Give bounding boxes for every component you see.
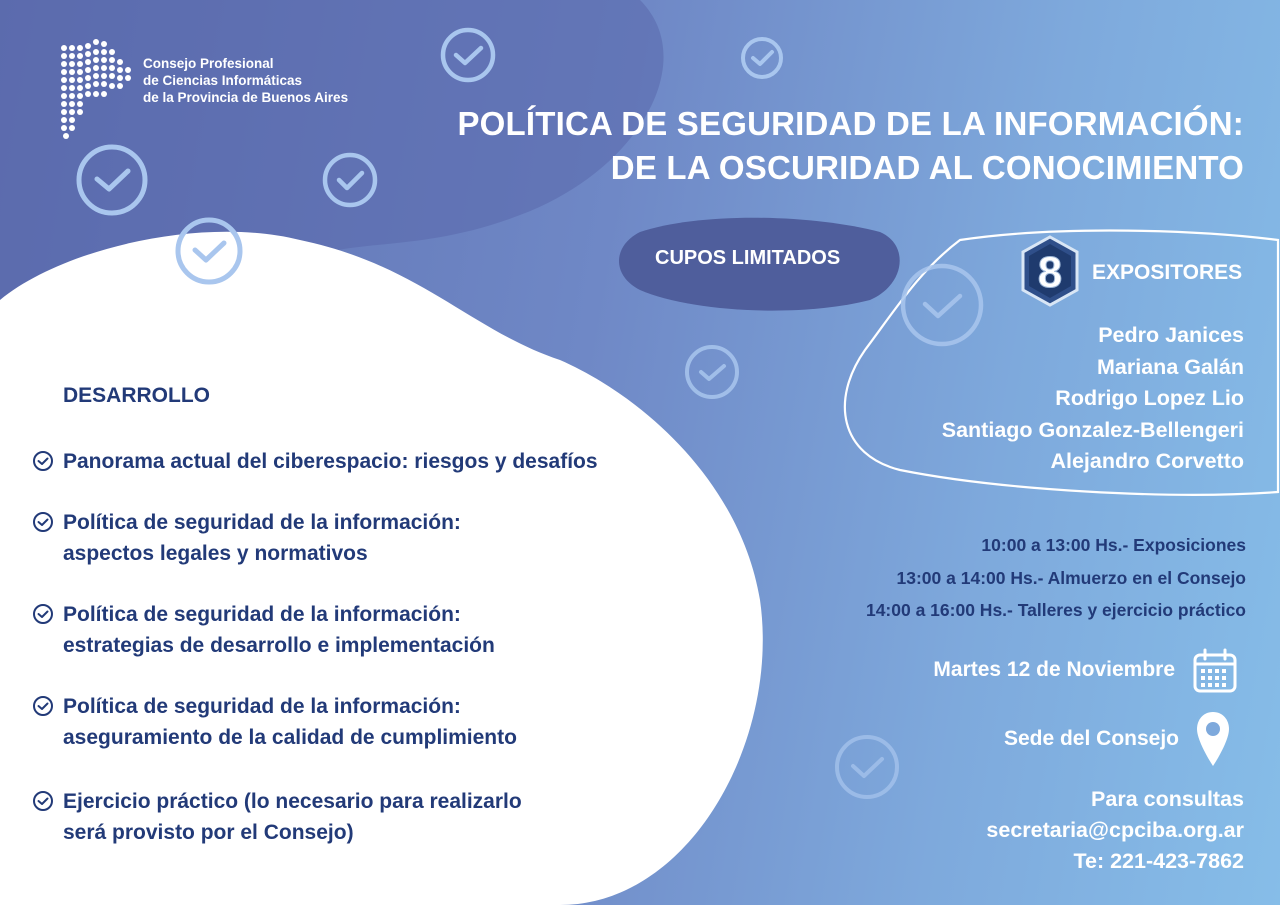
organization-line: de Ciencias Informáticas [143,73,303,88]
schedule [866,529,1246,627]
clock-check-icon [743,39,781,77]
calendar-icon [1192,648,1238,694]
item-line: aspectos legales y normativos [63,541,368,565]
location-pin-icon [1195,710,1231,768]
speaker-name: Rodrigo Lopez Lio [1055,386,1244,410]
development-heading: DESARROLLO [63,384,210,407]
development-item [63,600,495,661]
contact-label: Para consultas [1091,787,1244,811]
item-line: Política de seguridad de la información: [63,511,461,534]
clock-check-icon [32,603,54,625]
development-item [63,508,461,569]
organization-line: Consejo Profesional [143,56,274,71]
development-item [63,447,598,478]
contact-info [986,784,1244,877]
clock-check-icon [687,347,737,397]
speakers-label: EXPOSITORES [1092,261,1243,284]
organization-line: de la Provincia de Buenos Aires [143,90,349,105]
speaker-name: Alejandro Corvetto [1050,449,1244,473]
item-line: estrategias de desarrollo e implementación [63,633,495,657]
limited-spots-label: CUPOS LIMITADOS [655,247,841,269]
organization-name [143,55,348,106]
contact-email[interactable]: secretaria@cpciba.org.ar [986,818,1244,842]
speakers-list [942,320,1244,478]
event-title [457,102,1244,190]
speaker-name: Santiago Gonzalez-Bellengeri [941,417,1244,442]
event-location: Sede del Consejo [1003,727,1179,750]
item-line: Política de seguridad de la información: [63,695,461,718]
speaker-name: Pedro Janices [1098,323,1244,347]
speaker-name: Mariana Galán [1097,354,1244,379]
item-line: Política de seguridad de la información: [63,603,461,626]
item-line: aseguramiento de la calidad de cumplimiento [63,725,517,749]
item-line: será provisto por el Consejo) [63,820,354,844]
development-item [63,787,522,848]
clock-check-icon [32,511,54,533]
schedule-item: 13:00 a 14:00 Hs.- Almuerzo en el Consejo [896,567,1246,588]
clock-check-icon [837,737,897,797]
development-item [63,692,517,753]
title-line: POLÍTICA DE SEGURIDAD DE LA INFORMACIÓN: [457,105,1244,142]
schedule-item: 10:00 a 13:00 Hs.- Exposiciones [981,535,1246,555]
number-eight-icon [1020,235,1080,307]
clock-check-icon [32,790,54,812]
clock-check-icon [32,695,54,717]
event-date: Martes 12 de Noviembre [933,658,1175,681]
svg-text:8: 8 [1037,248,1063,297]
title-line: DE LA OSCURIDAD AL CONOCIMIENTO [610,149,1244,186]
item-line: Ejercicio práctico (lo necesario para realizarlo [63,790,522,813]
dotted-p-logo-icon [58,38,133,143]
schedule-item: 14:00 a 16:00 Hs.- Talleres y ejercicio práctico [865,600,1246,620]
clock-check-icon [32,450,54,472]
item-line: Panorama actual del ciberespacio: riesgos y desafíos [63,450,598,473]
contact-phone: Te: 221-423-7862 [1073,849,1244,873]
